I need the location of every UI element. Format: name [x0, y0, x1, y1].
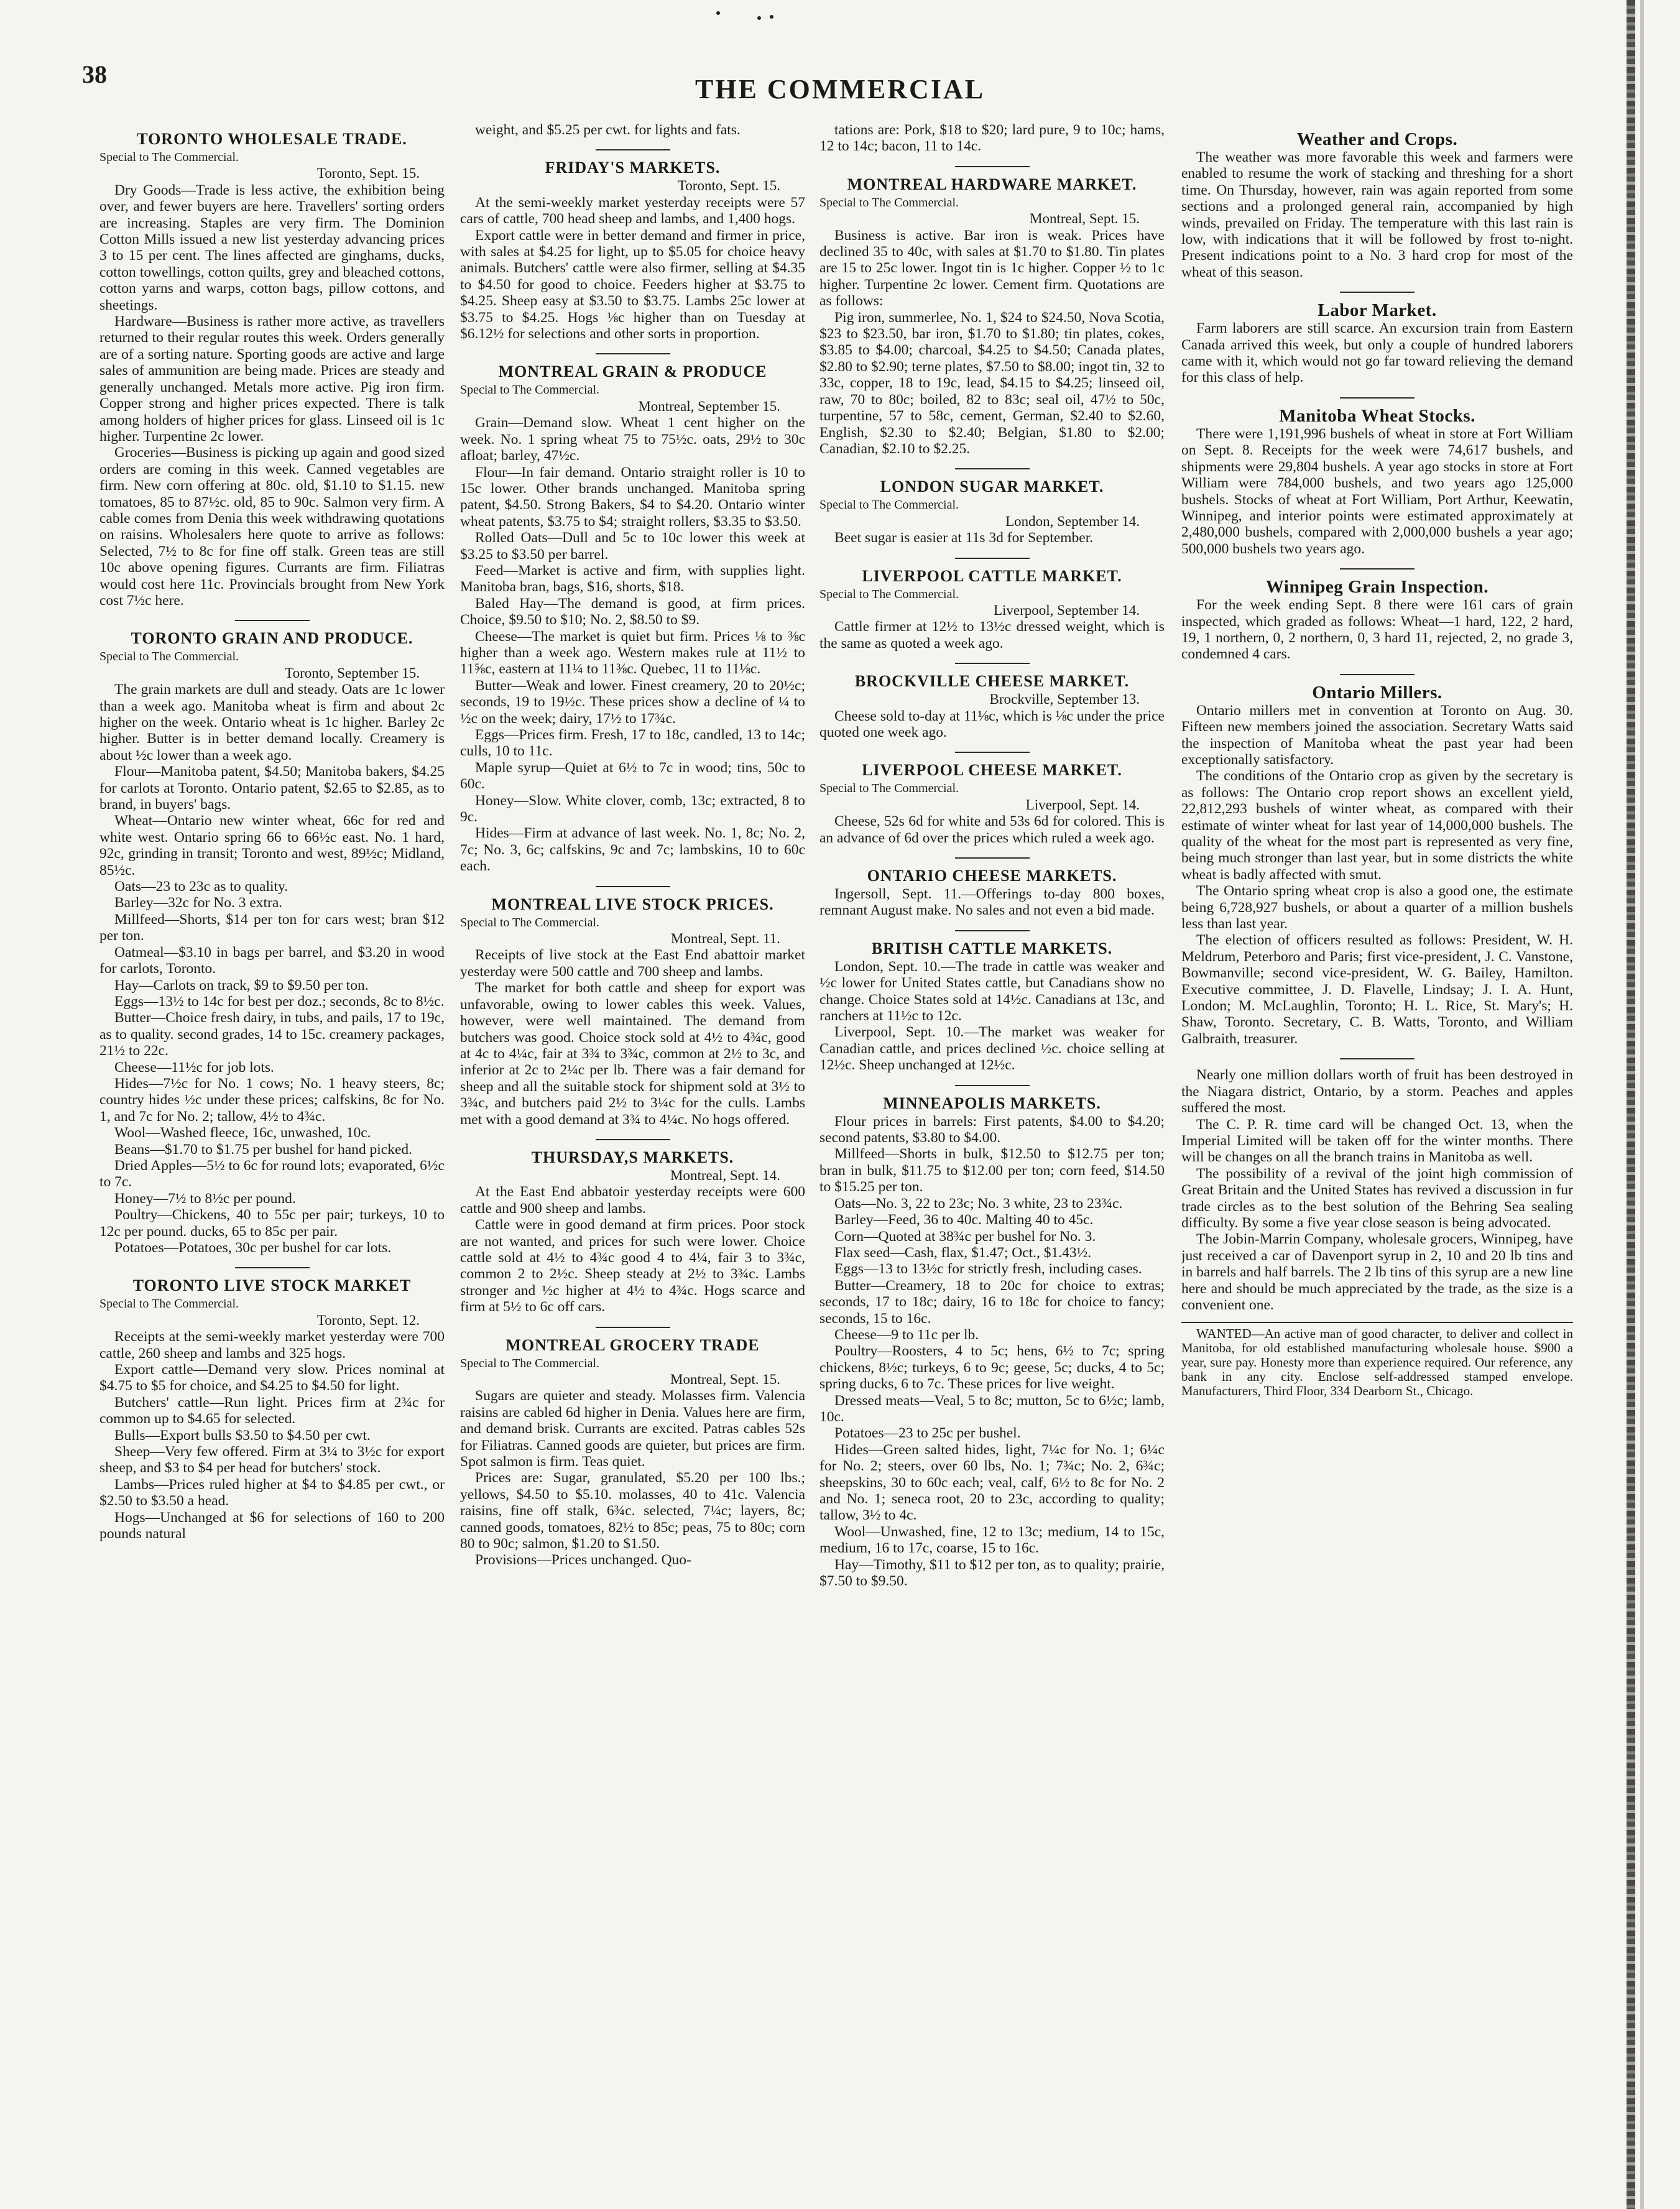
article: [460, 1327, 805, 1569]
article-paragraph: Liverpool, Sept. 10.—The market was weaker for Canadian cattle, and prices declined ½c. choice selling at 12½c. Sheep unchanged at 12½c.: [819, 1024, 1165, 1074]
article-paragraph: Receipts of live stock at the East End abattoir market yesterday were 500 cattle and 700 sheep and lambs.: [460, 947, 805, 980]
article-credit: Special to The Commercial.: [99, 150, 239, 164]
article-paragraph: The election of officers resulted as follows: President, W. H. Meldrum, Peterboro and Paris; first vice-president, J. C. Vanstone, Bowmanville; second vice-president, W. G. Bailey, Hamilton. Executive committee, J. D. Flavelle, Lindsay; J. I. A. Hunt, London; M. McLaughlin, Toronto; H. L. Rice, St. Mary's; H. Shaw, Toronto. Secretary, C. B. Watts, Toronto, and William Galbraith, treasurer.: [1181, 932, 1573, 1047]
article-paragraph: The conditions of the Ontario crop as given by the secretary is as follows: The Ontario crop report shows an excellent yield, 22,812,293 bushels of winter wheat, as compared with their estimate of winter wheat for last year of 14,000,000 bushels. The quality of the wheat for the most part is represented as very fine, being much stronger than last year, but in some districts the white wheat is badly affected with smut.: [1181, 768, 1573, 883]
article-paragraph: Grain—Demand slow. Wheat 1 cent higher on the week. No. 1 spring wheat 75 to 75½c. oats, 29½ to 30c afloat; barley, 47½c.: [460, 415, 805, 464]
article-heading: TORONTO WHOLESALE TRADE.: [137, 130, 407, 148]
column-3: [819, 122, 1165, 2174]
article-credit: Special to The Commercial.: [99, 650, 239, 664]
section-rule: [596, 1139, 670, 1140]
article-heading: FRIDAY'S MARKETS.: [545, 159, 721, 177]
article-paragraph: Beans—$1.70 to $1.75 per bushel for hand picked.: [114, 1141, 413, 1158]
article-paragraph: Butter—Creamery, 18 to 20c for choice to extras; seconds, 17 to 18c; dairy, 16 to 18c for choice to fancy; seconds, 15 to 16c.: [819, 1277, 1165, 1327]
section-rule: [596, 1327, 670, 1328]
section-rule: [955, 558, 1030, 559]
article-dateline: Montreal, September 15.: [638, 398, 780, 414]
article-paragraph: Dried Apples—5½ to 6c for round lots; evaporated, 6½c to 7c.: [99, 1157, 445, 1191]
article-paragraph: Pig iron, summerlee, No. 1, $24 to $24.50, Nova Scotia, $23 to $23.50, bar iron, $1.70 to $1.80; tin plates, cokes, $3.85 to $4.00; charcoal, $4.25 to $4.50; Canada plates, $2.80 to $2.90; terne plates, $7.50 to $8.00; ingot tin, 32 to 33c, copper, 18 to 19c, lead, $4.15 to $4.25; linseed oil, raw, 70 to 80c; boiled, 82 to 83c; seal oil, 47½ to 50c, turpentine, 57 to 58c, cement, German, $2.40 to $2.60, English, $2.30 to $2.40; Belgian, $1.80 to $2.00; Canadian, $2.10 to $2.25.: [819, 309, 1165, 457]
article-dateline: Toronto, September 15.: [285, 665, 420, 681]
column-1: [99, 122, 445, 2174]
article-paragraph: Hides—7½c for No. 1 cows; No. 1 heavy steers, 8c; country hides ½c under these prices; calfskins, 8c for No. 1, and 7c for No. 2; tallow, 4½ to 4¾c.: [99, 1075, 445, 1125]
article-paragraph: Farm laborers are still scarce. An excursion train from Eastern Canada arrived this week, but only a couple of hundred laborers came with it, which would not go far toward relieving the demand for this class of help.: [1181, 320, 1573, 386]
section-rule: [955, 857, 1030, 859]
article-heading: MONTREAL GROCERY TRADE: [505, 1335, 760, 1354]
article-paragraph: Beet sugar is easier at 11s 3d for September.: [834, 530, 1094, 546]
article: [1181, 1058, 1573, 1313]
masthead: THE COMMERCIAL: [695, 74, 985, 104]
article-heading: LIVERPOOL CATTLE MARKET.: [862, 566, 1122, 585]
article: [819, 857, 1165, 919]
article-dateline: Liverpool, Sept. 14.: [1025, 796, 1140, 813]
article-paragraph: Sheep—Very few offered. Firm at 3¼ to 3½c for export sheep, and $3 to $4 per head for butchers' stock.: [99, 1444, 445, 1477]
section-rule: [1340, 292, 1415, 293]
article-heading: BROCKVILLE CHEESE MARKET.: [854, 672, 1130, 691]
article-heading: LIVERPOOL CHEESE MARKET.: [862, 761, 1122, 780]
article: [99, 1267, 445, 1542]
section-rule: [596, 149, 670, 150]
section-rule: [955, 166, 1030, 167]
article: [1181, 131, 1573, 280]
article-credit: Special to The Commercial.: [99, 1297, 239, 1311]
article-dateline: Montreal, Sept. 11.: [670, 931, 780, 947]
article-paragraph: At the semi-weekly market yesterday receipts were 57 cars of cattle, 700 head sheep and lambs, and 1,400 hogs.: [460, 194, 805, 228]
article-paragraph: For the week ending Sept. 8 there were 161 cars of grain inspected, which graded as follows: Wheat—1 hard, 122, 2 hard, 19, 1 northern, 0, 2 northern, 0, 3 hard 11, rejected, 2, no grade 3, condemned 4 cars.: [1181, 597, 1573, 663]
article-heading: Manitoba Wheat Stocks.: [1279, 405, 1475, 426]
article-dateline: Montreal, Sept. 15.: [670, 1372, 780, 1387]
article-heading: TORONTO GRAIN AND PRODUCE.: [131, 629, 413, 648]
article-paragraph: Butter—Weak and lower. Finest creamery, 20 to 20½c; seconds, 19 to 19½c. These prices show a decline of ¼ to ½c on the week; dairy, 17½ to 17¾c.: [460, 677, 805, 727]
article-paragraph: Flax seed—Cash, flax, $1.47; Oct., $1.43½.: [834, 1244, 1092, 1261]
article-paragraph: Nearly one million dollars worth of fruit has been destroyed in the Niagara district, Ontario, by a storm. Peaches and apples suffered the most.: [1181, 1067, 1573, 1117]
article-paragraph: Cheese—11½c for job lots.: [114, 1059, 274, 1076]
article-paragraph: Hides—Firm at advance of last week. No. 1, 8c; No. 2, 7c; No. 3, 6c; calfskins, 9c and 7c; lambskins, 10 to 60c each.: [460, 825, 805, 875]
article-paragraph: Cheese—9 to 11c per lb.: [834, 1326, 979, 1343]
article: [819, 930, 1165, 1074]
article-paragraph: Flour—In fair demand. Ontario straight roller is 10 to 15c lower. Other brands unchanged. Manitoba spring patent, $4.50. Strong Bakers, $4 to $4.20. Ontario winter wheat patents, $3.75 to $4; straight rollers, $3.35 to $3.50.: [460, 464, 805, 530]
article-paragraph: Millfeed—Shorts, $14 per ton for cars west; bran $12 per ton.: [99, 911, 445, 944]
article-paragraph: Maple syrup—Quiet at 6½ to 7c in wood; tins, 50c to 60c.: [460, 759, 805, 793]
section-rule: [1340, 674, 1415, 675]
article-dateline: Brockville, September 13.: [989, 691, 1140, 708]
section-rule: [955, 752, 1030, 753]
article-heading: Ontario Millers.: [1312, 682, 1442, 703]
article-paragraph: Poultry—Chickens, 40 to 55c per pair; turkeys, 10 to 12c per pound. ducks, 65 to 85c per pair.: [99, 1207, 445, 1240]
article-paragraph: Corn—Quoted at 38¾c per bushel for No. 3.: [834, 1228, 1096, 1245]
article-paragraph: weight, and $5.25 per cwt. for lights and fats.: [475, 122, 741, 138]
article: [99, 131, 445, 609]
article-paragraph: Potatoes—Potatoes, 30c per bushel for car lots.: [114, 1240, 392, 1256]
article-heading: Weather and Crops.: [1296, 129, 1458, 149]
page-edge: [1627, 0, 1635, 2209]
article-paragraph: Barley—32c for No. 3 extra.: [114, 895, 283, 911]
article: [1181, 674, 1573, 1048]
article-heading: LONDON SUGAR MARKET.: [880, 477, 1104, 496]
article-dateline: Montreal, Sept. 14.: [670, 1167, 780, 1183]
section-rule: [955, 930, 1030, 931]
article-paragraph: Butchers' cattle—Run light. Prices firm at 2¾c for common up to $4.65 for selected.: [99, 1394, 445, 1427]
article-paragraph: Lambs—Prices ruled higher at $4 to $4.85 per cwt., or $2.50 to $3.50 a head.: [99, 1476, 445, 1510]
article-paragraph: Receipts at the semi-weekly market yesterday were 700 cattle, 260 sheep and lambs and 325 hogs.: [99, 1329, 445, 1362]
article-paragraph: Cattle were in good demand at firm prices. Poor stock are not wanted, and prices for such were lower. Choice cattle sold at 4½ to 4¾c good 4 to 4¼, fair 3 to 3¾c, common 2 to 2½c. Sheep steady at 2½ to 3¾c. Lambs stronger and ½c higher at 4½ to 4¾c. Hogs scarce and firm at 5½ to 6c off cars.: [460, 1217, 805, 1316]
article-paragraph: Poultry—Roosters, 4 to 5c; hens, 6½ to 7c; spring chickens, 8½c; turkeys, 6 to 9c; geese, 5c; ducks, 4 to 5c; spring ducks, 6 to 7c. These prices for live weight.: [819, 1343, 1165, 1393]
article-paragraph: Baled Hay—The demand is good, at firm prices. Choice, $9.50 to $10; No. 2, $8.50 to $9.: [460, 595, 805, 629]
section-rule: [235, 620, 310, 621]
article-dateline: Montreal, Sept. 15.: [1030, 211, 1140, 227]
article: [819, 663, 1165, 740]
article-credit: Special to The Commercial.: [460, 383, 600, 397]
classified-ad: WANTED—An active man of good character, to deliver and collect in Manitoba, for old established manufacturing wholesale house. $900 a year, sure pay. Honesty more than experience required. Our reference, any bank in any city. Enclose self-addressed stamped envelope. Manufacturers, Third Floor, 334 Dearborn St., Chicago.: [1181, 1322, 1573, 1398]
article-heading: ONTARIO CHEESE MARKETS.: [867, 867, 1117, 885]
article: [819, 1085, 1165, 1590]
article-paragraph: Cheese sold to-day at 11⅛c, which is ⅛c under the price quoted one week ago.: [819, 708, 1165, 740]
article-paragraph: Ingersoll, Sept. 11.—Offerings to-day 800 boxes, remnant August make. No sales and not even a bid made.: [819, 886, 1165, 919]
article-paragraph: Potatoes—23 to 25c per bushel.: [834, 1425, 1021, 1442]
article-credit: Special to The Commercial.: [460, 915, 600, 929]
section-rule: [955, 663, 1030, 664]
article-paragraph: The market for both cattle and sheep for export was unfavorable, owing to lower cables this week. Values, however, were well maintained. The demand from butchers was good. Choice stock sold at 4½ to 4¾c, good at 4c to 4¼c, fair at 3¾ to 3¾c, common at 2½ to 3c, and inferior at 2c to 2¼c per lb. There was a fair demand for sheep and all the suitable stock for shipment sold at 3½ to 3¾c, and butchers paid 2½ to 3¼c for the culls. Lambs met with a good demand at 3¾ to 4¼c. No hogs offered.: [460, 980, 805, 1128]
article-paragraph: Oats—23 to 23c as to quality.: [114, 879, 288, 895]
article: [460, 886, 805, 1128]
article-paragraph: The possibility of a revival of the joint high commission of Great Britain and the United States has revived a discussion in fur trade circles as to the best solution of the Behring Sea sealing difficulty. By some a five year close season is being advocated.: [1181, 1165, 1573, 1231]
article-paragraph: Dressed meats—Veal, 5 to 8c; mutton, 5c to 6½c; lamb, 10c.: [819, 1392, 1165, 1425]
article-paragraph: Ontario millers met in convention at Toronto on Aug. 30. Fifteen new members joined the association. Secretary Watts said the inspection of Manitoba wheat the past year had been exceptionally satisfactory.: [1181, 702, 1573, 768]
article-paragraph: Eggs—13½ to 14c for best per doz.; seconds, 8c to 8½c.: [114, 993, 445, 1010]
article-paragraph: Cheese, 52s 6d for white and 53s 6d for colored. This is an advance of 6d over the prices which ruled a week ago.: [819, 813, 1165, 846]
article: [460, 122, 805, 138]
article-paragraph: Honey—7½ to 8½c per pound.: [114, 1190, 296, 1207]
article-paragraph: The Jobin-Marrin Company, wholesale grocers, Winnipeg, have just received a car of Davenport syrup in 2, 10 and 20 lb tins and in barrels and half barrels. The 2 lb tins of this syrup are a new line here and should be much appreciated by the trade, as the size is a convenient one.: [1181, 1231, 1573, 1313]
section-rule: [955, 468, 1030, 469]
article-paragraph: Bulls—Export bulls $3.50 to $4.50 per cwt.: [114, 1427, 371, 1444]
article-heading: MONTREAL HARDWARE MARKET.: [847, 175, 1137, 193]
article: [1181, 1322, 1573, 1398]
article-heading: Winnipeg Grain Inspection.: [1265, 577, 1489, 597]
article: [819, 752, 1165, 846]
article-paragraph: Prices are: Sugar, granulated, $5.20 per 100 lbs.; yellows, $4.50 to $5.10. molasses, 40 to 41c. Valencia raisins, fine off stalk, 6¾c. selected, 7¼c; layers, 8c; canned goods, tomatoes, 82½ to 85c; peas, 75 to 80c; corn 80 to 90c; salmon, $1.20 to $1.50.: [460, 1470, 805, 1552]
article-paragraph: Hardware—Business is rather more active, as travellers returned to their regular routes this week. Orders generally are of a sorting nature. Sporting goods are active and large sales of ammunition are being made. Prices are steady and generally unchanged. Metals more active. Pig iron firm. Copper strong and higher prices expected. There is talk among holders of higher prices for glass. Linseed oil is 1c higher. Turpentine 2c lower.: [99, 313, 445, 445]
article-paragraph: The Ontario spring wheat crop is also a good one, the estimate being 6,728,927 bushels, or about a quarter of a million bushels less than last year.: [1181, 883, 1573, 933]
article-paragraph: Feed—Market is active and firm, with supplies light. Manitoba bran, bags, $16, shorts, $18.: [460, 562, 805, 596]
article: [819, 558, 1165, 652]
section-rule: [1340, 1058, 1415, 1059]
article-paragraph: At the East End abbatoir yesterday receipts were 600 cattle and 900 sheep and lambs.: [460, 1184, 805, 1217]
article-paragraph: Rolled Oats—Dull and 5c to 10c lower this week at $3.25 to $3.50 per barrel.: [460, 530, 805, 563]
section-rule: [1340, 568, 1415, 570]
column-4: [1181, 122, 1573, 2174]
article-paragraph: Oats—No. 3, 22 to 23c; No. 3 white, 23 to 23¾c.: [834, 1195, 1123, 1212]
section-rule: [596, 353, 670, 354]
article-credit: Special to The Commercial.: [819, 498, 959, 512]
article-heading: BRITISH CATTLE MARKETS.: [871, 939, 1113, 957]
article: [819, 122, 1165, 155]
article: [819, 468, 1165, 546]
article-paragraph: Cheese—The market is quiet but firm. Prices ⅛ to ⅜c higher than a week ago. Western makes rule at 11½ to 11⅝c, eastern at 11¼ to 11⅜c. Quebec, 11 to 11⅛c.: [460, 628, 805, 678]
article-paragraph: There were 1,191,996 bushels of wheat in store at Fort William on Sept. 8. Receipts for the week were 74,617 bushels, and shipments were 29,804 bushels. A year ago stocks in store at Fort William were 784,000 bushels, and two years ago 125,000 bushels. Stocks of wheat at Fort William, Port Arthur, Keewatin, Winnipeg, and interior points were estimated approximately at 2,480,000 bushels, compared with 2,000,000 bushels a year ago; 500,000 bushels two years ago.: [1181, 425, 1573, 557]
article: [1181, 397, 1573, 557]
article-paragraph: Oatmeal—$3.10 in bags per barrel, and $3.20 in wood for carlots, Toronto.: [99, 944, 445, 977]
article: [819, 166, 1165, 458]
article-paragraph: Wool—Unwashed, fine, 12 to 13c; medium, 14 to 15c, medium, 16 to 17c, coarse, 15 to 16c.: [819, 1523, 1165, 1557]
article-paragraph: tations are: Pork, $18 to $20; lard pure, 9 to 10c; hams, 12 to 14c; bacon, 11 to 14c.: [819, 122, 1165, 155]
article-heading: MONTREAL GRAIN & PRODUCE: [498, 362, 767, 381]
article-heading: THURSDAY,S MARKETS.: [531, 1148, 734, 1166]
article-credit: Special to The Commercial.: [819, 195, 959, 210]
article-paragraph: Hay—Carlots on track, $9 to $9.50 per ton.: [114, 977, 369, 994]
article-paragraph: Barley—Feed, 36 to 40c. Malting 40 to 45c.: [834, 1212, 1094, 1229]
article-paragraph: Business is active. Bar iron is weak. Prices have declined 35 to 40c, with sales at $1.70 to $1.80. Tin plates are 15 to 25c lower. Ingot tin is 1c higher. Copper ½ to 1c higher. Turpentine 2c lower. Cement firm. Quotations are as follows:: [819, 227, 1165, 310]
section-rule: [1340, 397, 1415, 399]
article-paragraph: Honey—Slow. White clover, comb, 13c; extracted, 8 to 9c.: [460, 792, 805, 826]
article-dateline: Liverpool, September 14.: [993, 602, 1140, 618]
section-rule: [596, 886, 670, 887]
article-heading: MONTREAL LIVE STOCK PRICES.: [491, 895, 774, 913]
article-paragraph: The C. P. R. time card will be changed Oct. 13, when the Imperial Limited will be taken off for the winter months. There will be changes on all the branch trains in Manitoba as well.: [1181, 1116, 1573, 1166]
article: [460, 149, 805, 342]
article-paragraph: Hay—Timothy, $11 to $12 per ton, as to quality; prairie, $7.50 to $9.50.: [819, 1556, 1165, 1590]
article-heading: MINNEAPOLIS MARKETS.: [883, 1094, 1101, 1112]
article-dateline: Toronto, Sept. 15.: [316, 165, 420, 182]
article-dateline: London, September 14.: [1005, 513, 1140, 529]
section-rule: [235, 1267, 310, 1268]
article-credit: Special to The Commercial.: [819, 587, 959, 601]
article-dateline: Toronto, Sept. 15.: [677, 178, 780, 194]
article-paragraph: Groceries—Business is picking up again and good sized orders are coming in this week. Canned vegetables are firm. New corn offering at 80c. old, $1.10 to $1.15. new tomatoes, 85 to 87½c. old, 85 to 90c. Salmon very firm. A cable comes from Denia this week withdrawing quotations on raisins. Wholesalers here quote to arrive as follows: Selected, 7½ to 8c for fine off stalk. Green teas are still 10c above opening figures. Currants are firm. Filiatras would cost here 11c. Provincials brought from New York cost 7½c here.: [99, 445, 445, 609]
article-paragraph: Butter—Choice fresh dairy, in tubs, and pails, 17 to 19c, as to quality. second grades, 14 to 15c. creamery packages, 21½ to 22c.: [99, 1010, 445, 1059]
article-paragraph: Wool—Washed fleece, 16c, unwashed, 10c.: [114, 1125, 371, 1141]
article-paragraph: Flour—Manitoba patent, $4.50; Manitoba bakers, $4.25 for carlots at Toronto. Ontario patent, $2.65 to $2.85, as to brand, in buyers' bags.: [99, 763, 445, 813]
article-paragraph: Sugars are quieter and steady. Molasses firm. Valencia raisins are cabled 6d higher in Denia. Values here are firm, and demand brisk. Currants are excited. Patras cables 52s for Filiatras. Canned goods are quieter, but prices are firm. Spot salmon is firm. Teas quiet.: [460, 1388, 805, 1470]
article-credit: Special to The Commercial.: [819, 782, 959, 796]
page-number: 38: [82, 60, 107, 88]
article: [1181, 568, 1573, 663]
article-paragraph: Cattle firmer at 12½ to 13½c dressed weight, which is the same as quoted a week ago.: [819, 619, 1165, 652]
article-paragraph: Wheat—Ontario new winter wheat, 66c for red and white west. Ontario spring 66 to 66½c east. No. 1 hard, 92c, grinding in transit; Toronto and west, 89½c; Midland, 85½c.: [99, 813, 445, 879]
article-paragraph: The grain markets are dull and steady. Oats are 1c lower than a week ago. Manitoba wheat is firm and about 2c higher on the week. Ontario wheat is 1c higher. Barley 2c higher. Butter is in better demand locally. Creamery is about ½c lower than a week ago.: [99, 681, 445, 763]
article-paragraph: Export cattle were in better demand and firmer in price, with sales at $4.25 for light, up to $5.05 for choice heavy animals. Butchers' cattle were also firmer, selling at $4.35 to $4.50 for good to choice. Feeders higher at $3.75 to $4.25. Sheep easy at $3.50 to $3.75. Lambs 25c lower at $3.75 to $4.25. Hogs ⅛c higher than on Tuesday at $6.12½ for selections and other sorts in proportion.: [460, 227, 805, 343]
article-paragraph: Provisions—Prices unchanged. Quo-: [475, 1552, 691, 1569]
article-paragraph: Eggs—Prices firm. Fresh, 17 to 18c, candled, 13 to 14c; culls, 10 to 11c.: [460, 727, 805, 760]
article-dateline: Toronto, Sept. 12.: [316, 1312, 420, 1328]
article-paragraph: London, Sept. 10.—The trade in cattle was weaker and ½c lower for United States cattle, but Canadians show no change. Choice States sold at 14½c. Canadians at 13c, and ranchers at 11½c to 12c.: [819, 958, 1165, 1025]
article-paragraph: Dry Goods—Trade is less active, the exhibition being over, and fewer buyers are here. Travellers' sorting orders are increasing. Staples are very firm. The Dominion Cotton Mills issued a new list yesterday advancing prices 3 to 15 per cent. The lines affected are ginghams, ducks, cotton towellings, cotton quilts, grey and bleached cottons, cotton yarns and warps, cotton bags, pillow cottons, and sheetings.: [99, 182, 445, 313]
article: [99, 620, 445, 1256]
article-paragraph: Eggs—13 to 13½c for strictly fresh, including cases.: [834, 1261, 1142, 1278]
article-heading: Labor Market.: [1318, 300, 1437, 321]
article-paragraph: Flour prices in barrels: First patents, $4.00 to $4.20; second patents, $3.80 to $4.00.: [819, 1113, 1165, 1146]
page-edge-margin: [1640, 0, 1644, 2209]
section-rule: [955, 1085, 1030, 1086]
article-credit: Special to The Commercial.: [460, 1356, 600, 1370]
article-paragraph: Export cattle—Demand very slow. Prices nominal at $4.75 to $5 for choice, and $4.25 to $4.50 for light.: [99, 1362, 445, 1395]
article-paragraph: The weather was more favorable this week and farmers were enabled to resume the work of stacking and threshing for a short time. On Thursday, however, rain was again reported from some sections and a prolonged general rain, accompanied by high winds, prevailed on Friday. The temperature with this last rain is low, with indications that it will be followed by frost to-night. Present indications point to a No. 3 hard crop for most of the wheat of this season.: [1181, 149, 1573, 280]
article-paragraph: Hogs—Unchanged at $6 for selections of 160 to 200 pounds natural: [99, 1509, 445, 1543]
column-2: [460, 122, 805, 2174]
article-paragraph: Hides—Green salted hides, light, 7¼c for No. 1; 6¼c for No. 2; steers, over 60 lbs, No. 1; 7¾c; No. 2, 6¾c; sheepskins, 30 to 60c each; veal, calf, 6½ to 8c for No. 2 and No. 1; seneca root, 20 to 23c, according to quality; tallow, 3½ to 4c.: [819, 1441, 1165, 1524]
article: [460, 1139, 805, 1316]
article: [460, 353, 805, 874]
article-heading: TORONTO LIVE STOCK MARKET: [132, 1276, 412, 1295]
article-paragraph: Millfeed—Shorts in bulk, $12.50 to $12.75 per ton; bran in bulk, $11.75 to $12.00 per ton; corn feed, $14.50 to $15.25 per ton.: [819, 1146, 1165, 1196]
article: [1181, 292, 1573, 386]
